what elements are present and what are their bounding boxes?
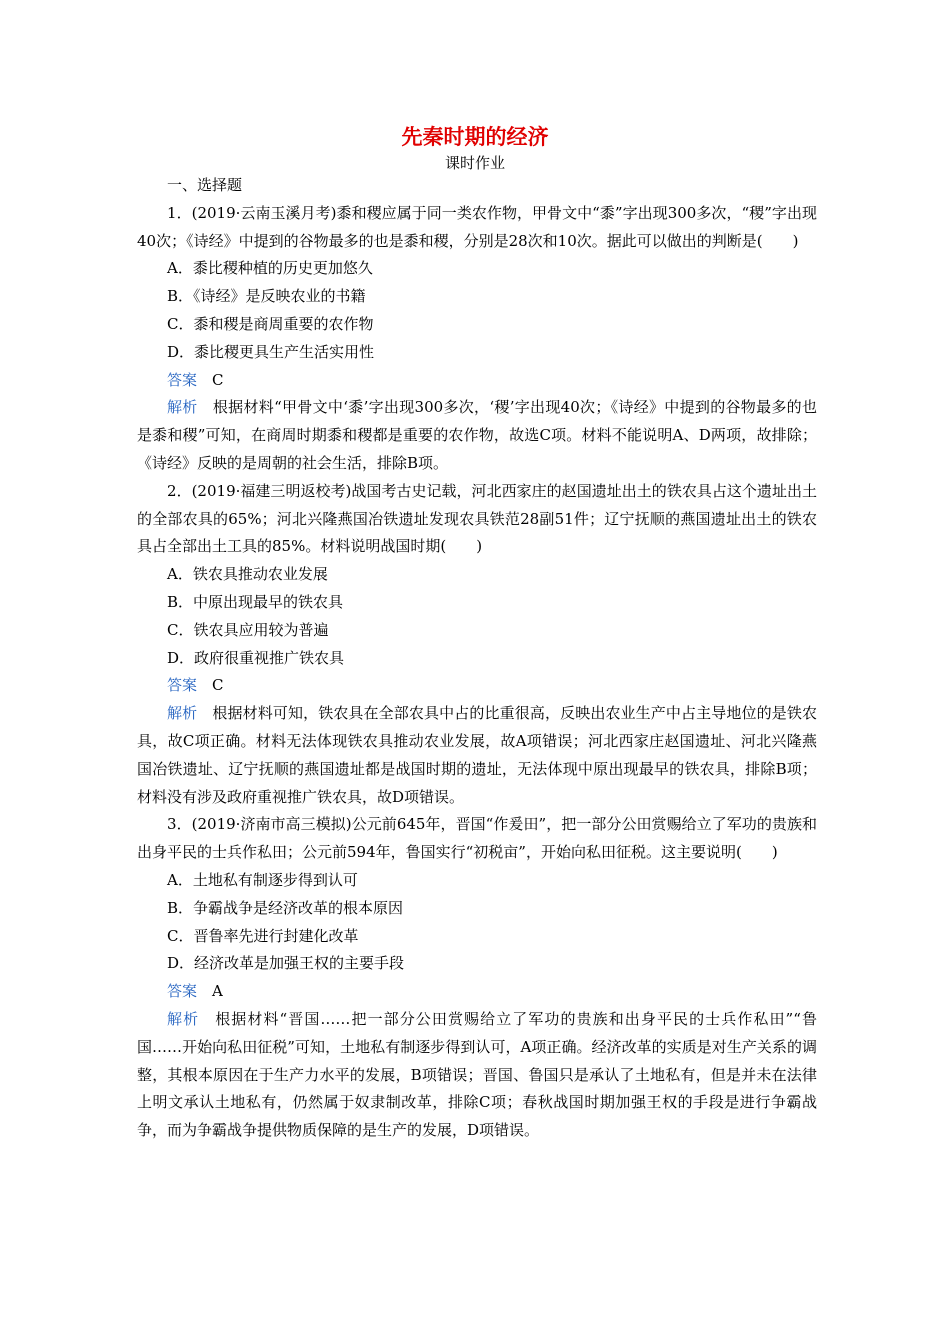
- analysis-text: 根据材料可知，铁农具在全部农具中占的比重很高，反映出农业生产中占主导地位的是铁农具，故C项正确。材料无法体现铁农具推动农业发展，故A项错误；河北西家庄赵国遗址、河北兴隆燕国冶铁遗址、辽宁抚顺的燕国遗址都是战国时期的遗址，无法体现中原出现最早的铁农具，排除B项；材料没有涉及政府重视推广铁农具，故D项错误。: [137, 704, 817, 806]
- question-stem: 3．(2019·济南市高三模拟)公元前645年，晋国“作爰田”，把一部分公田赏赐给立了军功的贵族和出身平民的士兵作私田；公元前594年，鲁国实行“初税亩”，开始向私田征税。这主要说明( ): [137, 815, 817, 862]
- option-b: B．争霸战争是经济改革的根本原因: [167, 898, 404, 917]
- option-b: B．《诗经》是反映农业的书籍: [167, 287, 366, 306]
- answer-line: [137, 978, 817, 1006]
- question-stem: 1．(2019·云南玉溪月考)黍和稷应属于同一类农作物，甲骨文中“黍”字出现300多次，“稷”字出现40次；《诗经》中提到的谷物最多的也是黍和稷，分别是28次和10次。据此可以做出的判断是( ): [137, 203, 817, 250]
- answer-line: [137, 367, 817, 395]
- option-d: D．黍比稷更具生产生活实用性: [167, 342, 375, 361]
- option-a: A．铁农具推动农业发展: [167, 565, 328, 584]
- answer-value: C: [212, 370, 224, 389]
- analysis-label: 解析: [167, 1009, 200, 1028]
- answer-line: [137, 672, 817, 700]
- question-stem: 2．(2019·福建三明返校考)战国考古史记载，河北西家庄的赵国遗址出土的铁农具占这个遗址出土的全部农具的65%；河北兴隆燕国冶铁遗址发现农具铁范28副51件；辽宁抚顺的燕国遗址出土的铁农具占全部出土工具的85%。材料说明战国时期( ): [137, 481, 817, 556]
- answer-label: 答案: [167, 370, 198, 389]
- analysis-text: 根据材料“晋国……把一部分公田赏赐给立了军功的贵族和出身平民的士兵作私田”“鲁国……开始向私田征税”可知，土地私有制逐步得到认可，A项正确。经济改革的实质是对生产关系的调整，其根本原因在于生产力水平的发展，B项错误；晋国、鲁国只是承认了土地私有，但是并未在法律上明文承认土地私有，仍然属于奴隶制改革，排除C项；春秋战国时期加强王权的手段是进行争霸战争，而为争霸战争提供物质保障的是生产的发展，D项错误。: [137, 1009, 817, 1140]
- option-d: D．经济改革是加强王权的主要手段: [167, 954, 405, 973]
- analysis-paragraph: [137, 700, 817, 811]
- answer-label: 答案: [167, 676, 198, 695]
- question-block: [137, 811, 817, 1145]
- analysis-text: 根据材料“甲骨文中‘黍’字出现300多次，‘稷’字出现40次；《诗经》中提到的谷物最多的也是黍和稷”可知，在商周时期黍和稷都是重要的农作物，故选C项。材料不能说明A、D两项，故排除；《诗经》反映的是周朝的社会生活，排除B项。: [137, 398, 817, 472]
- analysis-label: 解析: [167, 398, 198, 417]
- answer-value: C: [212, 676, 224, 695]
- document-body: [137, 172, 817, 1145]
- option-d: D．政府很重视推广铁农具: [167, 648, 345, 667]
- analysis-paragraph: [137, 394, 817, 477]
- option-a: A．土地私有制逐步得到认可: [167, 870, 358, 889]
- option-c: C．铁农具应用较为普遍: [167, 620, 329, 639]
- answer-label: 答案: [167, 982, 198, 1001]
- option-a: A．黍比稷种植的历史更加悠久: [167, 259, 373, 278]
- question-block: [137, 200, 817, 478]
- page-subtitle: 课时作业: [444, 154, 505, 172]
- option-b: B．中原出现最早的铁农具: [167, 592, 344, 611]
- analysis-label: 解析: [167, 704, 198, 723]
- analysis-paragraph: [137, 1006, 817, 1145]
- question-block: [137, 478, 817, 812]
- page-title: 先秦时期的经济: [401, 125, 549, 149]
- section-heading: 一、选择题: [167, 176, 243, 194]
- answer-value: A: [212, 982, 223, 1001]
- option-c: C．黍和稷是商周重要的农作物: [167, 314, 374, 333]
- option-c: C．晋鲁率先进行封建化改革: [167, 926, 359, 945]
